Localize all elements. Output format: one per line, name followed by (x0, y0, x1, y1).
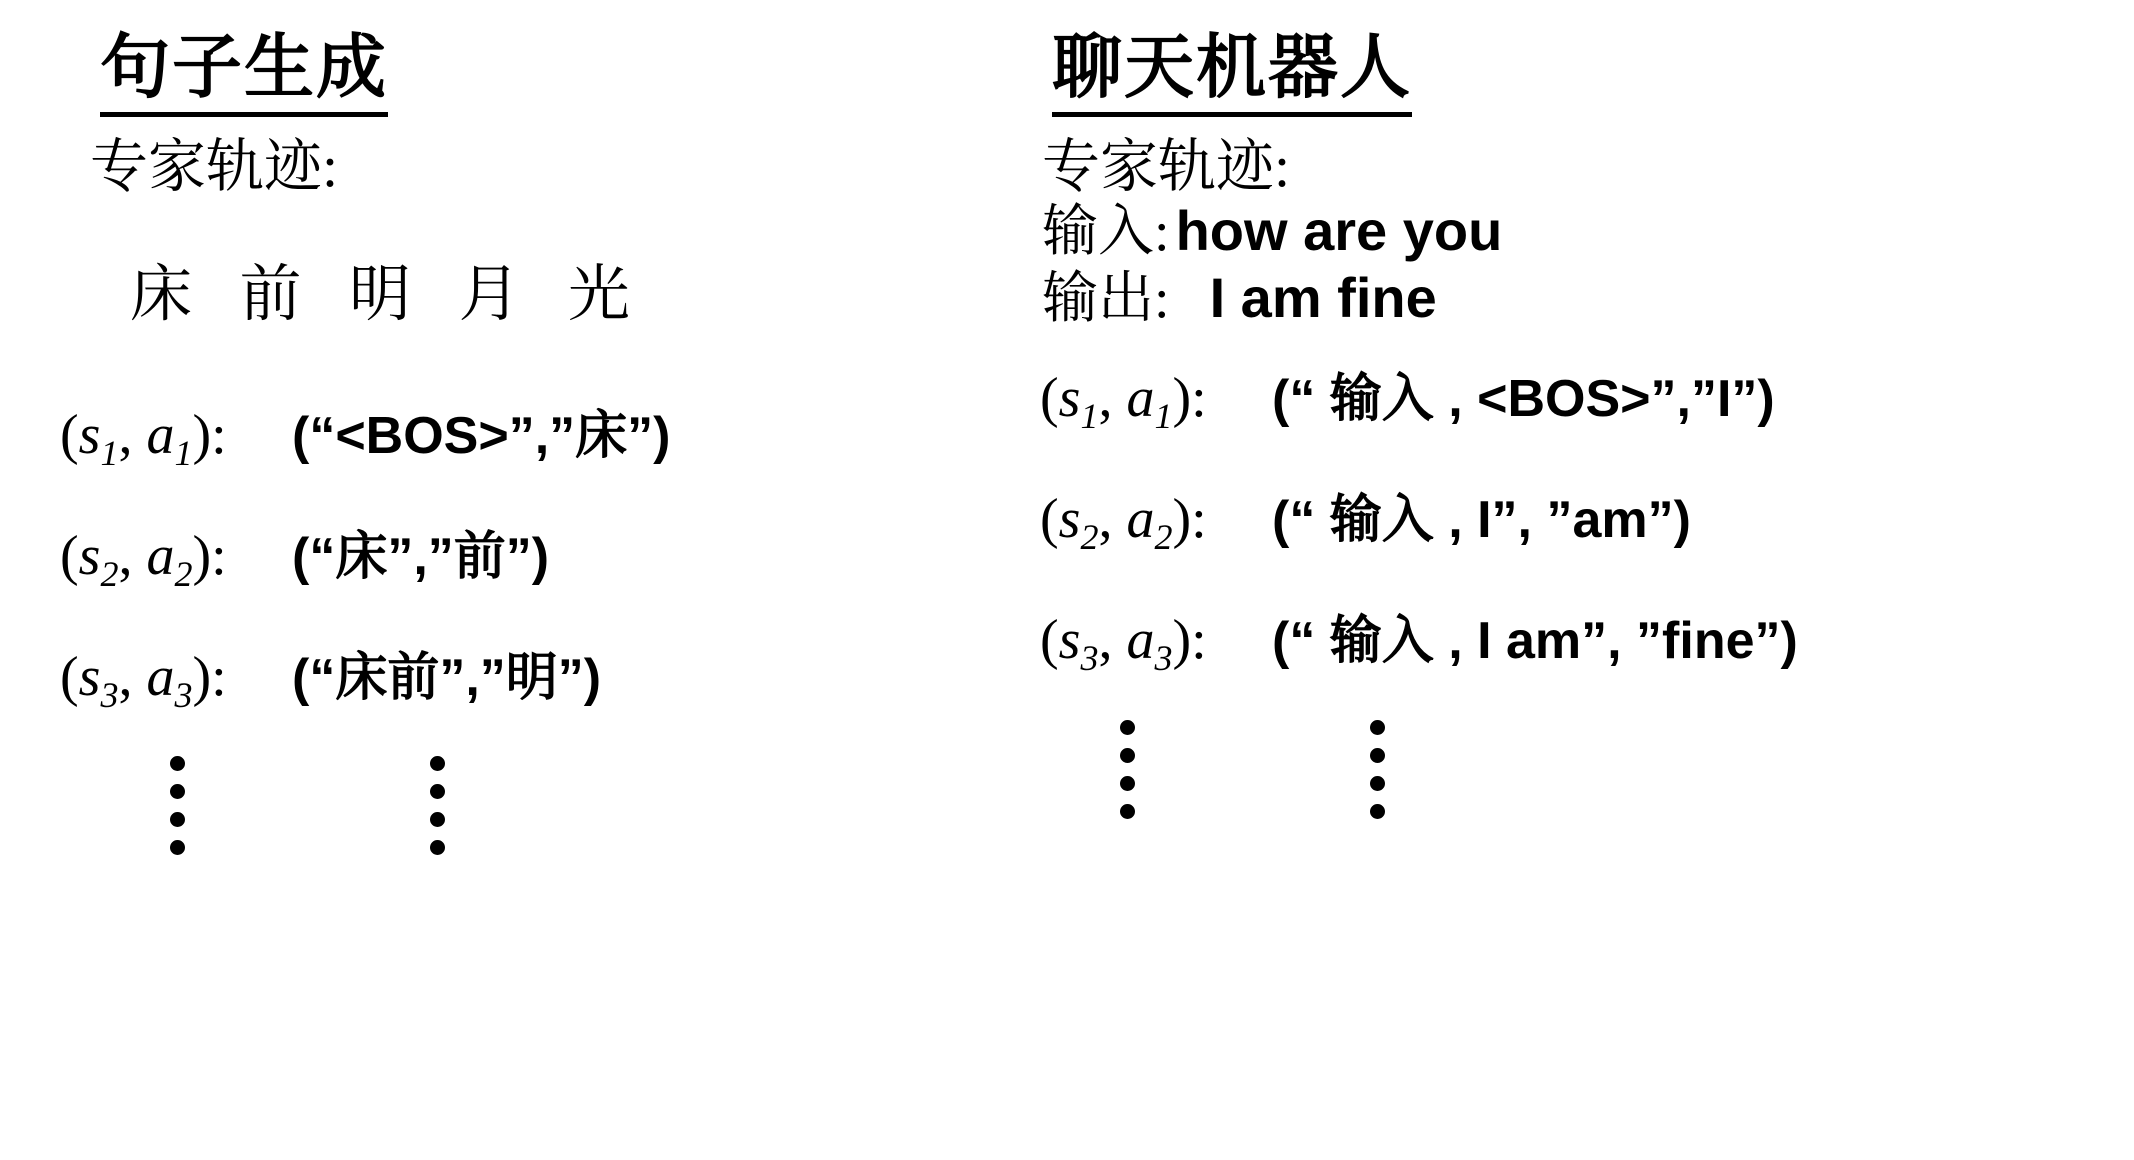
panel-sentence-generation (60, 0, 1040, 1160)
state-action-row (60, 514, 1040, 595)
ellipsis-row-right (1040, 720, 2100, 860)
output-label: 输出: (1042, 267, 1170, 330)
state-action-key: ($s_2$, $a_2$): (60, 525, 227, 595)
state-action-value: (“ 输入 , I”, ”am”) (1272, 491, 1691, 550)
state-action-row (60, 635, 1040, 716)
state-action-pairs-right (1040, 356, 2100, 680)
state-action-value: (“ 输入 , <BOS>”,”I”) (1272, 370, 1775, 429)
state-action-value: (“床”,”前”) (292, 528, 550, 587)
state-action-key: ($s_1$, $a_1$): (60, 403, 227, 474)
state-action-value: (“床前”,”明”) (292, 649, 602, 708)
state-action-value: (“ 输入 , I am”, ”fine”) (1272, 612, 1798, 671)
input-value: how are you (1175, 198, 1503, 262)
input-line (1042, 198, 2100, 265)
poem-text: 床 前 明 月 光 (130, 260, 647, 329)
panel-title-left: 句子生成 (100, 34, 388, 117)
vertical-ellipsis-icon (1120, 720, 1135, 819)
state-action-key: ($s_2$, $a_2$): (1040, 488, 1207, 558)
state-action-key: ($s_3$, $a_3$): (1040, 609, 1207, 679)
output-line (1042, 265, 2100, 332)
state-action-value: (“<BOS>”,”床”) (292, 406, 671, 465)
state-action-row (1040, 477, 2100, 558)
vertical-ellipsis-icon (430, 756, 445, 855)
state-action-row (1040, 598, 2100, 679)
expert-trajectory-label-right: 专家轨迹: (1042, 134, 1291, 199)
panel-title-right: 聊天机器人 (1052, 34, 1412, 117)
panel-chatbot (1040, 0, 2100, 1160)
output-value: I am fine (1209, 265, 1437, 329)
input-label: 输入: (1042, 200, 1170, 263)
state-action-row (1040, 356, 2100, 437)
state-action-key: ($s_3$, $a_3$): (60, 646, 227, 716)
state-action-row (60, 393, 1040, 474)
expert-trajectory-label-left: 专家轨迹: (90, 134, 339, 199)
state-action-key: ($s_1$, $a_1$): (1040, 367, 1207, 437)
vertical-ellipsis-icon (170, 756, 185, 855)
state-action-pairs-left (60, 393, 1040, 717)
vertical-ellipsis-icon (1370, 720, 1385, 819)
ellipsis-row-left (60, 756, 1040, 896)
